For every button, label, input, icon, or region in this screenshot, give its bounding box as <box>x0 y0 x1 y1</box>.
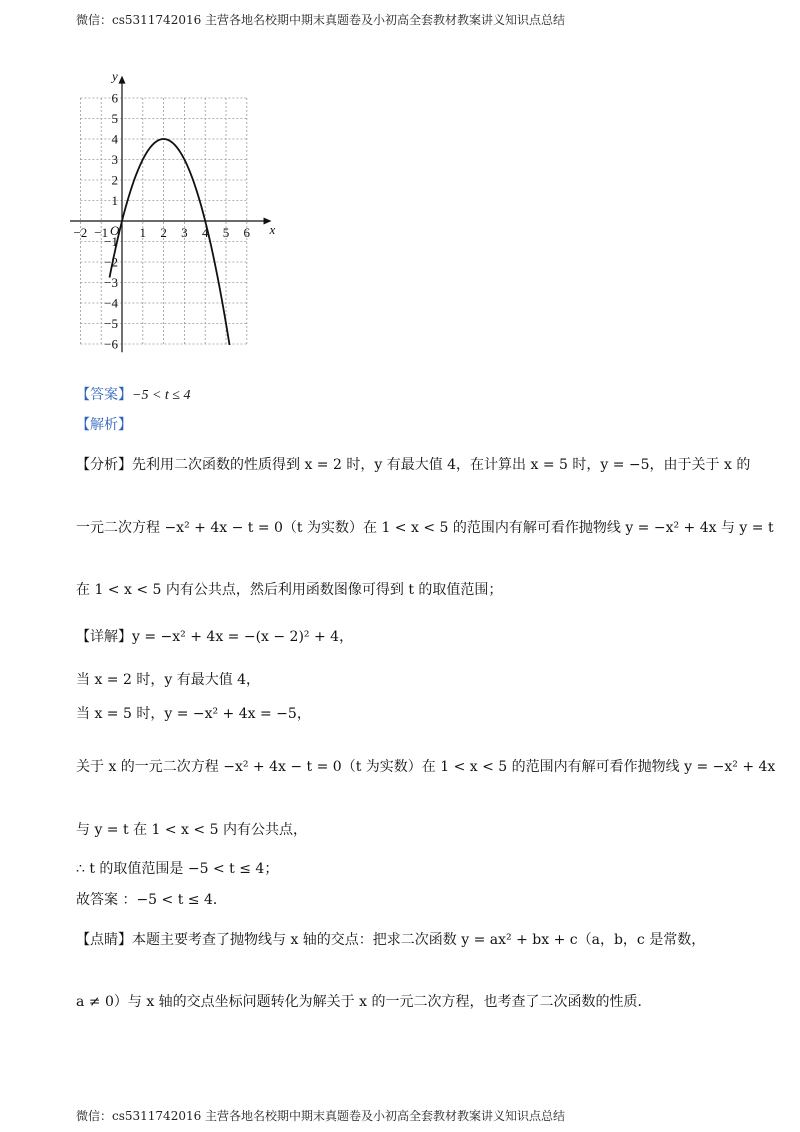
y-tick-label: 4 <box>111 131 118 147</box>
page-footer: 微信：cs5311742016 主营各地名校期中期末真题卷及小初高全套教材教案讲义知识点总结 <box>76 1109 566 1123</box>
y-axis-arrow <box>119 76 126 84</box>
y-tick-label: −4 <box>104 295 118 311</box>
analysis-paragraph-3: 在 1 < x < 5 内有公共点，然后利用函数图像可得到 t 的取值范围； <box>76 582 503 598</box>
answer-tag: 【答案】 <box>76 387 132 403</box>
y-tick-label: −1 <box>104 234 118 249</box>
parabola-graph <box>70 70 280 360</box>
tick-labels <box>73 70 275 351</box>
y-tick-label: −3 <box>104 275 118 290</box>
y-tick-label: −6 <box>104 336 118 352</box>
remark-line-2: a ≠ 0）与 x 轴的交点坐标问题转化为解关于 x 的一元二次方程，也考查了二次函数的性质． <box>76 994 652 1010</box>
origin-label: O <box>110 223 120 238</box>
detail-line-3: 当 x = 5 时，y = −x² + 4x = −5， <box>76 706 311 722</box>
detail-line-7: 故答案 ：−5 < t ≤ 4． <box>76 892 227 908</box>
analysis-paragraph-2: 一元二次方程 −x² + 4x − t = 0（t 为实数）在 1 < x < 5 的范围内有解可看作抛物线 y = −x² + 4x 与 y = t <box>76 520 774 536</box>
answer-line <box>76 385 190 406</box>
answer-text: −5 < t ≤ 4 <box>132 388 191 403</box>
detail-line-4: 关于 x 的一元二次方程 −x² + 4x − t = 0（t 为实数）在 1 < x < 5 的范围内有解可看作抛物线 y = −x² + 4x <box>76 759 776 775</box>
x-axis-label: x <box>269 222 276 237</box>
y-tick-label: −2 <box>104 254 118 270</box>
y-tick-label: 3 <box>111 152 118 167</box>
x-tick-label: −1 <box>94 225 109 240</box>
detail-line-1: 【详解】y = −x² + 4x = −(x − 2)² + 4， <box>76 629 354 645</box>
detail-line-6: ∴ t 的取值范围是 −5 < t ≤ 4； <box>76 861 279 877</box>
y-tick-label: 2 <box>111 172 118 188</box>
detail-line-5: 与 y = t 在 1 < x < 5 内有公共点， <box>76 822 307 838</box>
page-header: 微信：cs5311742016 主营各地名校期中期末真题卷及小初高全套教材教案讲义知识点总结 <box>76 13 566 27</box>
x-tick-label: 4 <box>201 225 209 240</box>
analysis-paragraph-1: 【分析】先利用二次函数的性质得到 x = 2 时，y 有最大值 4，在计算出 x = 5 时，y = −5，由于关于 x 的 <box>76 457 751 473</box>
y-tick-label: 5 <box>111 111 118 126</box>
x-tick-label: 3 <box>181 225 188 240</box>
x-tick-label: 5 <box>222 225 230 240</box>
x-tick-label: 6 <box>243 225 251 240</box>
x-tick-label: −2 <box>73 225 88 240</box>
detail-line-2: 当 x = 2 时，y 有最大值 4， <box>76 672 261 688</box>
y-tick-label: −5 <box>104 316 118 331</box>
y-tick-label: 1 <box>111 193 118 208</box>
remark-line-1: 【点睛】本题主要考查了抛物线与 x 轴的交点：把求二次函数 y = ax² + bx + c（a，b，c 是常数， <box>76 932 706 948</box>
parabola-curve <box>110 139 231 349</box>
y-tick-label: 6 <box>111 90 118 106</box>
axes <box>70 76 272 353</box>
x-tick-label: 1 <box>139 225 147 240</box>
curve-layer <box>110 139 231 349</box>
y-axis-label: y <box>112 70 118 84</box>
x-tick-label: 2 <box>160 225 167 240</box>
analysis-tag: 【解析】 <box>76 417 132 433</box>
